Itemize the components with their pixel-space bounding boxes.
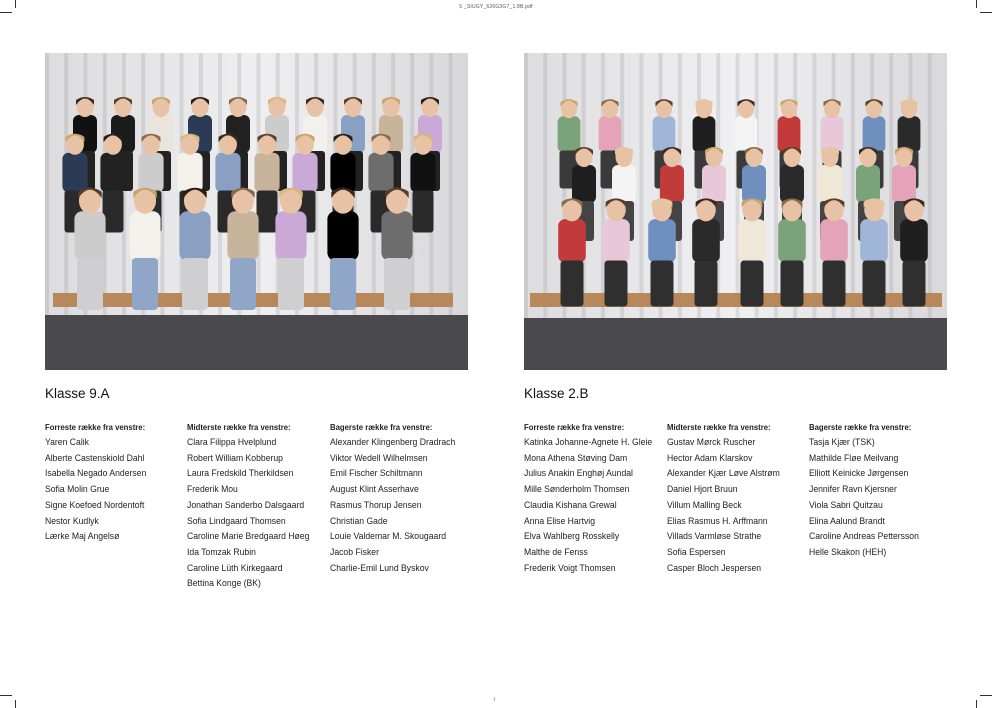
student-name: Julius Anakin Enghøj Aundal — [524, 468, 633, 480]
front-row-names — [524, 421, 653, 576]
student-name: Alexander Kjær Løve Alstrøm — [667, 468, 780, 480]
student-name: Daniel Hjort Bruun — [667, 484, 738, 496]
student-name: Helle Skakon (HEH) — [809, 546, 887, 558]
student-name: Claudia Kishana Grewal — [524, 499, 617, 511]
student-name: Caroline Marie Bredgaard Høeg — [187, 531, 310, 543]
student-name: Villads Varmløse Strathe — [667, 531, 762, 543]
student-name: Jennifer Ravn Kjersner — [809, 484, 897, 496]
student-name: Gustav Mørck Ruscher — [667, 437, 756, 448]
student-name: Elva Wahlberg Rosskelly — [524, 531, 620, 543]
class-title-2b: Klasse 2.B — [524, 386, 589, 401]
student-name: August Klint Asserhave — [330, 484, 419, 496]
class-title-9a: Klasse 9.A — [45, 386, 110, 401]
middle-row-names — [667, 421, 793, 576]
page-mark: I — [494, 697, 496, 703]
student-name: Villum Malling Beck — [667, 499, 742, 511]
student-name: Ida Tomzak Rubin — [187, 546, 256, 558]
crop-mark — [980, 12, 992, 13]
student-name: Mille Sønderholm Thomsen — [524, 484, 630, 496]
crop-mark — [15, 700, 16, 708]
middle-row-names — [187, 421, 313, 592]
crop-mark — [976, 700, 977, 708]
student-name: Signe Koefoed Nordentoft — [45, 499, 145, 511]
student-name: Anna Elise Hartvig — [524, 515, 596, 527]
student-name: Caroline Lüth Kirkegaard — [187, 562, 283, 574]
student-name: Jonathan Sanderbo Dalsgaard — [187, 499, 305, 511]
student-name: Elina Aalund Brandt — [809, 515, 885, 527]
student-name: Frederik Mou — [187, 484, 238, 496]
student-name: Elias Rasmus H. Arffmann — [667, 515, 768, 527]
student-name: Rasmus Thorup Jensen — [330, 499, 422, 511]
photo-image — [45, 53, 468, 370]
student-name: Sofia Molin Grue — [45, 484, 110, 496]
student-name: Hector Adam Klarskov — [667, 452, 753, 464]
student-name: Mathilde Fløe Meilvang — [809, 452, 899, 464]
front-row-names — [45, 421, 171, 545]
student-name: Christian Gade — [330, 515, 388, 527]
student-name: Jacob Fisker — [330, 546, 379, 558]
student-name: Bettina Konge (BK) — [187, 578, 261, 590]
student-name: Katinka Johanne-Agnete H. Gleie — [524, 437, 653, 448]
student-name: Sofia Lindgaard Thomsen — [187, 515, 286, 527]
student-name: Clara Filippa Hvelplund — [187, 437, 277, 448]
student-name: Yaren Calik — [45, 437, 90, 448]
student-name: Alexander Klingenberg Dradrach — [330, 437, 456, 448]
student-name: Robert William Kobberup — [187, 452, 283, 464]
student-name: Lærke Maj Angelsø — [45, 531, 120, 543]
column-heading: Midterste række fra venstre: — [667, 422, 771, 432]
student-name: Nestor Kudlyk — [45, 515, 99, 527]
back-row-names — [809, 421, 935, 561]
class-photo-9a — [45, 53, 468, 370]
column-heading: Midterste række fra venstre: — [187, 422, 291, 432]
file-slug: 5 _SIUGY_626G3G7_1.8B.pdf — [459, 4, 533, 10]
column-heading: Forreste række fra venstre: — [524, 422, 625, 432]
crop-mark — [0, 12, 12, 13]
student-name: Emil Fischer Schiltmann — [330, 468, 423, 480]
student-name: Louie Valdemar M. Skougaard — [330, 531, 447, 543]
student-name: Casper Bloch Jespersen — [667, 562, 762, 574]
crop-mark — [0, 695, 12, 696]
student-name: Viola Sabri Quitzau — [809, 499, 883, 511]
student-name: Viktor Wedell Wilhelmsen — [330, 452, 428, 464]
student-name: Caroline Andreas Pettersson — [809, 531, 919, 543]
column-heading: Bagerste række fra venstre: — [330, 422, 433, 432]
student-name: Alberte Castenskiold Dahl — [45, 452, 145, 464]
class-photo-2b — [524, 53, 947, 370]
column-heading: Bagerste række fra venstre: — [809, 422, 912, 432]
student-name: Mona Athena Støving Dam — [524, 452, 628, 464]
column-heading: Forreste række fra venstre: — [45, 422, 146, 432]
student-name: Laura Fredskild Therkildsen — [187, 468, 294, 480]
student-name: Elliott Keinicke Jørgensen — [809, 468, 909, 480]
student-name: Frederik Voigt Thomsen — [524, 562, 616, 574]
student-name: Malthe de Fenss — [524, 546, 588, 558]
student-name: Isabella Negado Andersen — [45, 468, 147, 480]
student-name: Sofia Espersen — [667, 546, 726, 558]
crop-mark — [980, 695, 992, 696]
student-name: Tasja Kjær (TSK) — [809, 437, 875, 448]
photo-image — [524, 53, 947, 370]
back-row-names — [330, 421, 456, 576]
student-name: Charlie-Emil Lund Byskov — [330, 562, 429, 574]
